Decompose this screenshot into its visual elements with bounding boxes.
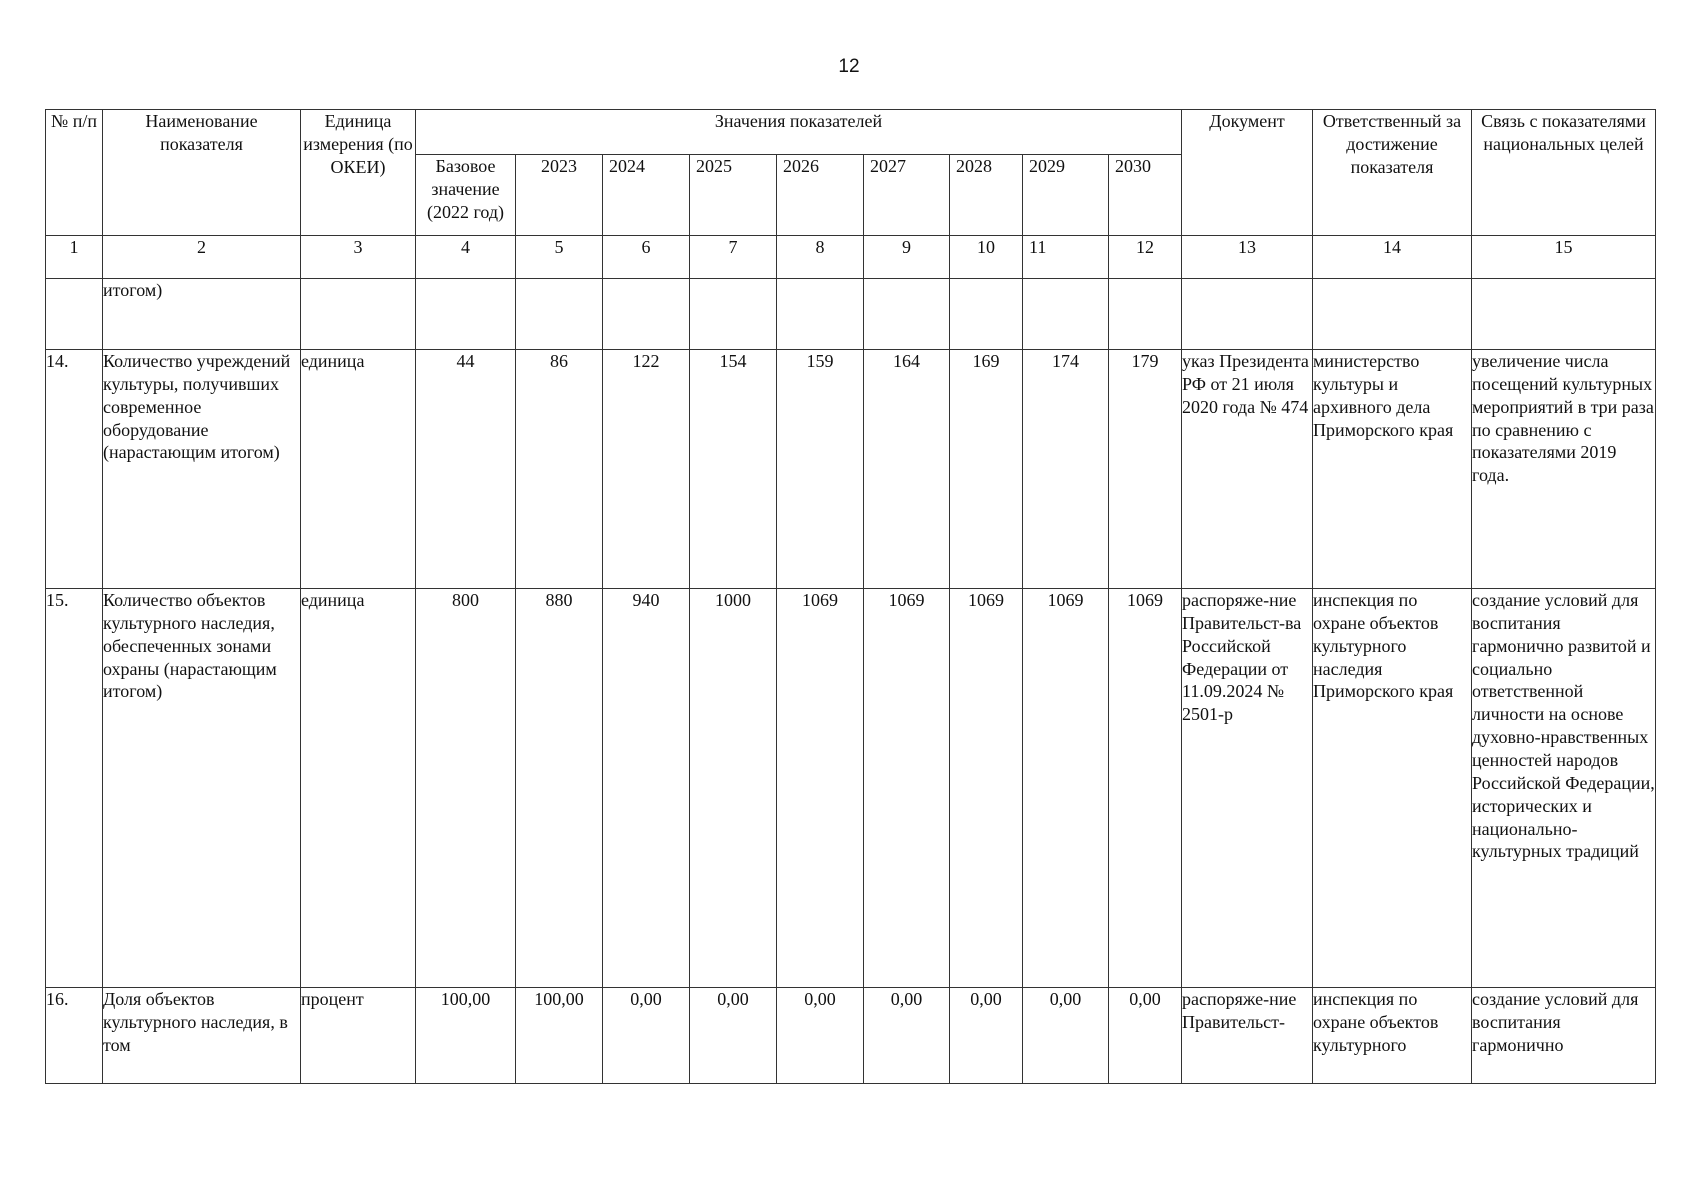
unit: процент xyxy=(301,988,416,1084)
base-value: 800 xyxy=(416,589,516,988)
base-value: 100,00 xyxy=(416,988,516,1084)
header-year: 2029 xyxy=(1023,155,1109,236)
empty-cell xyxy=(416,279,516,350)
empty-cell xyxy=(950,279,1023,350)
indicator-name: Количество учреждений культуры, получивших современное оборудование (нарастающим итогом) xyxy=(103,350,301,589)
year-value: 86 xyxy=(516,350,603,589)
row-number: 14. xyxy=(46,350,103,589)
column-number: 6 xyxy=(603,236,690,279)
header-year: 2030 xyxy=(1109,155,1182,236)
row-number: 16. xyxy=(46,988,103,1084)
table-row xyxy=(46,350,1656,589)
year-value: 1069 xyxy=(950,589,1023,988)
year-value: 0,00 xyxy=(1023,988,1109,1084)
national-goal-link: создание условий для воспитания гармонично развитой и социально ответственной личности на основе духовно-нравственных ценностей народов Российской Федерации, исторических и национально-культурных традиций xyxy=(1472,589,1656,988)
header-row xyxy=(46,110,1656,155)
header-unit: Единица измерения (по ОКЕИ) xyxy=(301,110,416,236)
header-year: 2024 xyxy=(603,155,690,236)
empty-cell xyxy=(46,279,103,350)
page-number: 12 xyxy=(838,56,860,77)
column-number: 13 xyxy=(1182,236,1313,279)
year-value: 154 xyxy=(690,350,777,589)
year-value: 1069 xyxy=(864,589,950,988)
header-values: Значения показателей xyxy=(416,110,1182,155)
indicator-name: итогом) xyxy=(103,279,301,350)
header-year: 2026 xyxy=(777,155,864,236)
document: распоряже-ние Правительст-ва Российской Федерации от 11.09.2024 № 2501-р xyxy=(1182,589,1313,988)
indicators-table xyxy=(45,109,1656,1084)
table-row-continuation xyxy=(46,279,1656,350)
header-indicator-name: Наименование показателя xyxy=(103,110,301,236)
column-number: 15 xyxy=(1472,236,1656,279)
year-value: 0,00 xyxy=(777,988,864,1084)
empty-cell xyxy=(777,279,864,350)
table-row xyxy=(46,988,1656,1084)
unit: единица xyxy=(301,589,416,988)
empty-cell xyxy=(690,279,777,350)
national-goal-link: создание условий для воспитания гармонично xyxy=(1472,988,1656,1084)
responsible: инспекция по охране объектов культурного наследия Приморского края xyxy=(1313,589,1472,988)
year-value: 880 xyxy=(516,589,603,988)
header-national-goals: Связь с показателями национальных целей xyxy=(1472,110,1656,236)
indicator-name: Количество объектов культурного наследия, обеспеченных зонами охраны (нарастающим итогом) xyxy=(103,589,301,988)
unit: единица xyxy=(301,350,416,589)
year-value: 169 xyxy=(950,350,1023,589)
empty-cell xyxy=(1182,279,1313,350)
column-number: 14 xyxy=(1313,236,1472,279)
header-year: 2023 xyxy=(516,155,603,236)
column-number: 8 xyxy=(777,236,864,279)
year-value: 1069 xyxy=(1023,589,1109,988)
empty-cell xyxy=(603,279,690,350)
column-number: 9 xyxy=(864,236,950,279)
year-value: 164 xyxy=(864,350,950,589)
year-value: 1069 xyxy=(777,589,864,988)
year-value: 159 xyxy=(777,350,864,589)
year-value: 174 xyxy=(1023,350,1109,589)
header-base-value: Базовое значение (2022 год) xyxy=(416,155,516,236)
column-number: 4 xyxy=(416,236,516,279)
column-number: 11 xyxy=(1023,236,1109,279)
header-document: Документ xyxy=(1182,110,1313,236)
responsible: министерство культуры и архивного дела Приморского края xyxy=(1313,350,1472,589)
column-number-row xyxy=(46,236,1656,279)
empty-cell xyxy=(301,279,416,350)
header-year: 2027 xyxy=(864,155,950,236)
header-number: № п/п xyxy=(46,110,103,236)
base-value: 44 xyxy=(416,350,516,589)
national-goal-link: увеличение числа посещений культурных мероприятий в три раза по сравнению с показателями 2019 года. xyxy=(1472,350,1656,589)
document: указ Президента РФ от 21 июля 2020 года № 474 xyxy=(1182,350,1313,589)
year-value: 179 xyxy=(1109,350,1182,589)
year-value: 1069 xyxy=(1109,589,1182,988)
header-responsible: Ответственный за достижение показателя xyxy=(1313,110,1472,236)
responsible: инспекция по охране объектов культурного xyxy=(1313,988,1472,1084)
document: распоряже-ние Правительст- xyxy=(1182,988,1313,1084)
header-year: 2025 xyxy=(690,155,777,236)
year-value: 100,00 xyxy=(516,988,603,1084)
column-number: 7 xyxy=(690,236,777,279)
empty-cell xyxy=(864,279,950,350)
empty-cell xyxy=(1313,279,1472,350)
column-number: 5 xyxy=(516,236,603,279)
year-value: 940 xyxy=(603,589,690,988)
year-value: 0,00 xyxy=(950,988,1023,1084)
year-value: 122 xyxy=(603,350,690,589)
empty-cell xyxy=(1472,279,1656,350)
empty-cell xyxy=(1109,279,1182,350)
year-value: 0,00 xyxy=(864,988,950,1084)
column-number: 3 xyxy=(301,236,416,279)
row-number: 15. xyxy=(46,589,103,988)
column-number: 1 xyxy=(46,236,103,279)
column-number: 2 xyxy=(103,236,301,279)
year-value: 0,00 xyxy=(603,988,690,1084)
empty-cell xyxy=(516,279,603,350)
column-number: 12 xyxy=(1109,236,1182,279)
column-number: 10 xyxy=(950,236,1023,279)
indicator-name: Доля объектов культурного наследия, в том xyxy=(103,988,301,1084)
year-value: 0,00 xyxy=(690,988,777,1084)
year-value: 0,00 xyxy=(1109,988,1182,1084)
year-value: 1000 xyxy=(690,589,777,988)
empty-cell xyxy=(1023,279,1109,350)
table-row xyxy=(46,589,1656,988)
header-year: 2028 xyxy=(950,155,1023,236)
